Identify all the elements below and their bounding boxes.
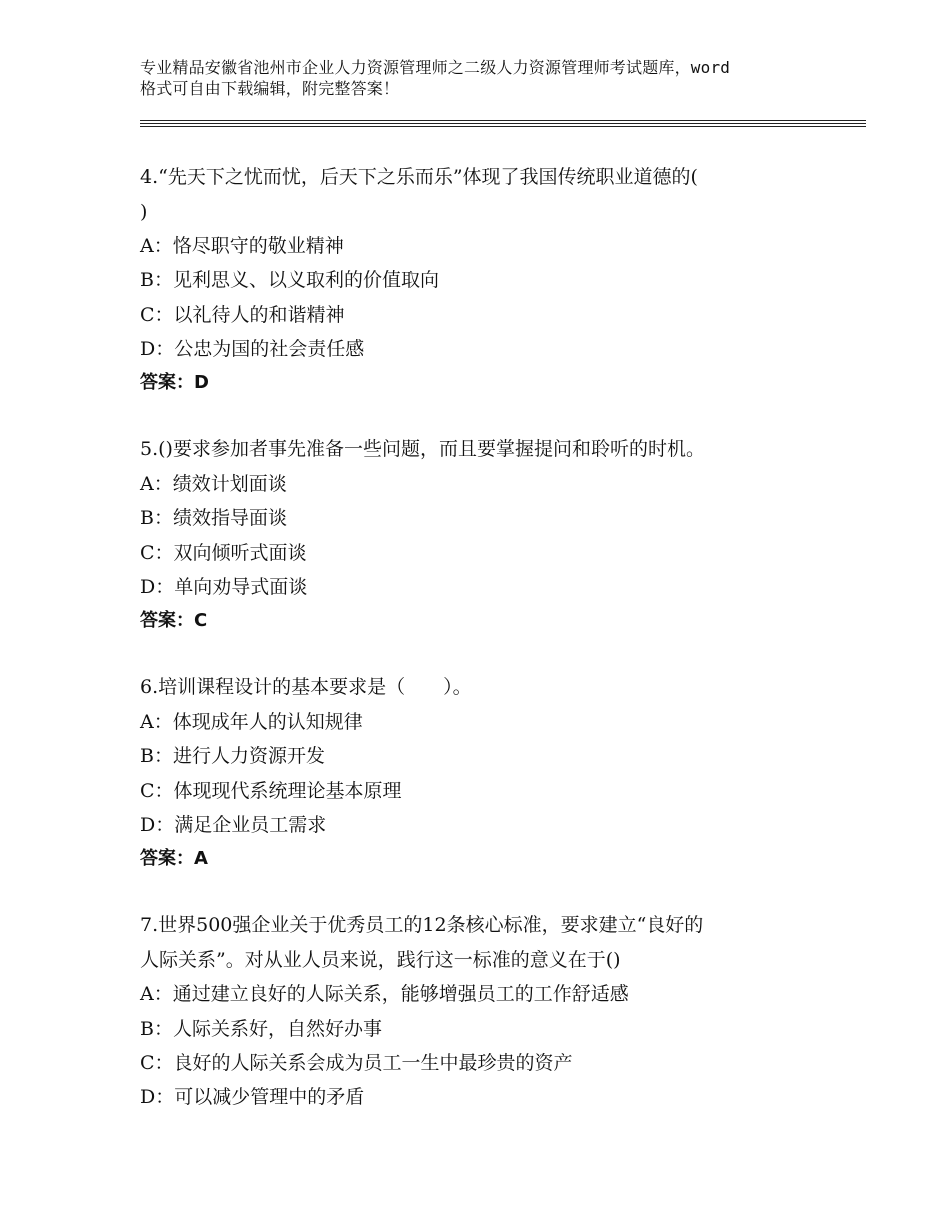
answer-option: A：恪尽职守的敬业精神	[140, 235, 344, 257]
question-block	[140, 160, 820, 400]
question-stem-line: 人际关系”。对从业人员来说，践行这一标准的意义在于()	[140, 948, 621, 971]
answer-option: C：良好的人际关系会成为员工一生中最珍贵的资产	[140, 1052, 573, 1075]
answer-option: D：公忠为国的社会责任感	[140, 337, 365, 360]
header-line-2: 格式可自由下载编辑，附完整答案！	[140, 79, 400, 98]
question-stem-line: 4.“先天下之忧而忧，后天下之乐而乐”体现了我国传统职业道德的(	[140, 166, 698, 188]
answer-option: B：进行人力资源开发	[140, 745, 325, 768]
answer-option: C：双向倾听式面谈	[140, 541, 307, 564]
answer-key: 答案：A	[140, 848, 208, 870]
question-block	[140, 432, 820, 638]
answer-option: A：体现成年人的认知规律	[140, 710, 363, 733]
header-divider-line	[140, 120, 866, 121]
answer-option: B：绩效指导面谈	[140, 507, 287, 530]
question-stem-line: 6.培训课程设计的基本要求是（ ）。	[140, 676, 472, 699]
answer-option: B：见利思义、以义取利的价值取向	[140, 269, 439, 292]
answer-key: 答案：C	[140, 610, 208, 632]
answer-option: B：人际关系好，自然好办事	[140, 1017, 382, 1040]
question-stem-line: 5.()要求参加者事先准备一些问题，而且要掌握提问和聆听的时机。	[140, 438, 705, 461]
answer-key: 答案：D	[140, 372, 209, 394]
question-block	[140, 670, 820, 876]
header-divider-line	[140, 123, 866, 124]
header-divider-line	[140, 126, 866, 127]
answer-option: C：以礼待人的和谐精神	[140, 303, 345, 326]
header-line-1: 专业精品安徽省池州市企业人力资源管理师之二级人力资源管理师考试题库，word	[140, 58, 731, 77]
answer-option: D：可以减少管理中的矛盾	[140, 1086, 365, 1109]
question-stem-line: )	[140, 200, 148, 223]
answer-option: A：绩效计划面谈	[140, 472, 287, 495]
answer-option: A：通过建立良好的人际关系，能够增强员工的工作舒适感	[140, 983, 629, 1006]
document-header	[140, 57, 840, 99]
answer-option: C：体现现代系统理论基本原理	[140, 779, 402, 802]
answer-option: D：单向劝导式面谈	[140, 575, 308, 598]
question-block	[140, 908, 820, 1114]
answer-option: D：满足企业员工需求	[140, 813, 327, 836]
question-list	[140, 160, 820, 1147]
question-stem-line: 7.世界500强企业关于优秀员工的12条核心标准，要求建立“良好的	[140, 914, 704, 937]
